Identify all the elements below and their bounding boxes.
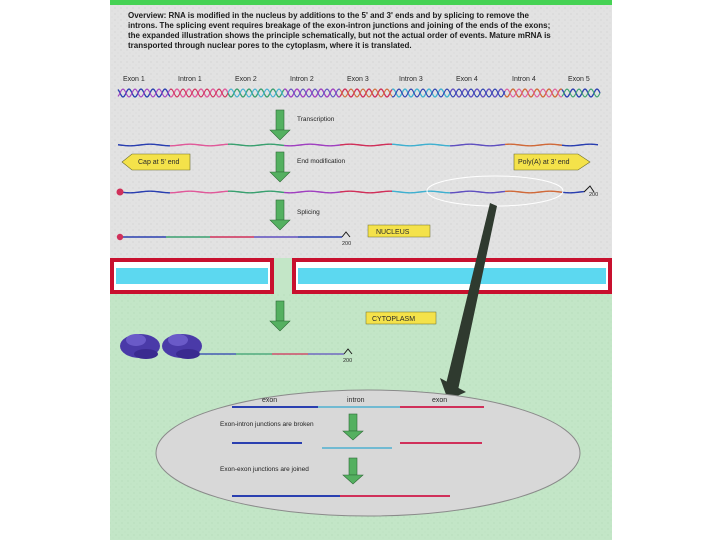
nuclear-pore bbox=[274, 258, 292, 294]
detail-intron-label: intron bbox=[347, 397, 365, 404]
overview-line-2: introns. The splicing event requires breakage of the exon-intron junctions and joining of the ends of the exons; bbox=[128, 21, 551, 30]
polya-count-3: 200 bbox=[343, 358, 353, 364]
detail-broken-label: Exon-intron junctions are broken bbox=[220, 421, 314, 428]
nucleus-label: NUCLEUS bbox=[376, 229, 410, 236]
gene-label-exon-3: Exon 3 bbox=[347, 76, 369, 83]
gene-label-intron-3: Intron 3 bbox=[399, 76, 423, 83]
nuclear-membrane-left bbox=[110, 258, 274, 294]
five-prime-cap bbox=[117, 234, 123, 240]
cap-label: Cap at 5' end bbox=[138, 159, 180, 166]
gene-label-intron-2: Intron 2 bbox=[290, 76, 314, 83]
gene-label-intron-1: Intron 1 bbox=[178, 76, 202, 83]
header-bar bbox=[110, 0, 612, 5]
overview-line-1: Overview: RNA is modified in the nucleus by additions to the 5' and 3' ends and by splicing to remove the bbox=[128, 11, 529, 20]
detail-exon-left-label: exon bbox=[262, 397, 278, 404]
gene-label-intron-4: Intron 4 bbox=[512, 76, 536, 83]
step-transcription: Transcription bbox=[297, 116, 335, 123]
gene-label-exon-4: Exon 4 bbox=[456, 76, 478, 83]
step-splicing: Splicing bbox=[297, 209, 320, 216]
gene-label-exon-1: Exon 1 bbox=[123, 76, 145, 83]
gene-label-exon-2: Exon 2 bbox=[235, 76, 257, 83]
gene-labels bbox=[123, 76, 590, 83]
detail-exon-right-label: exon bbox=[432, 397, 448, 404]
detail-joined-label: Exon-exon junctions are joined bbox=[220, 466, 309, 473]
overview-line-4: transported through nuclear pores to the cytoplasm, where it is translated. bbox=[128, 41, 412, 50]
polya-count-1: 200 bbox=[589, 192, 599, 198]
overview-line-3: the expanded illustration shows the principle schematically, but not the actual order of events. Mature mRNA is bbox=[128, 31, 551, 40]
polya-count-2: 200 bbox=[342, 241, 352, 247]
five-prime-cap bbox=[117, 189, 124, 196]
gene-label-exon-5: Exon 5 bbox=[568, 76, 590, 83]
polya-label: Poly(A) at 3' end bbox=[518, 159, 570, 166]
detail-ellipse bbox=[156, 390, 580, 516]
cytoplasm-label: CYTOPLASM bbox=[372, 316, 416, 323]
nuclear-membrane-right bbox=[292, 258, 612, 294]
step-end-modification: End modification bbox=[297, 158, 346, 165]
